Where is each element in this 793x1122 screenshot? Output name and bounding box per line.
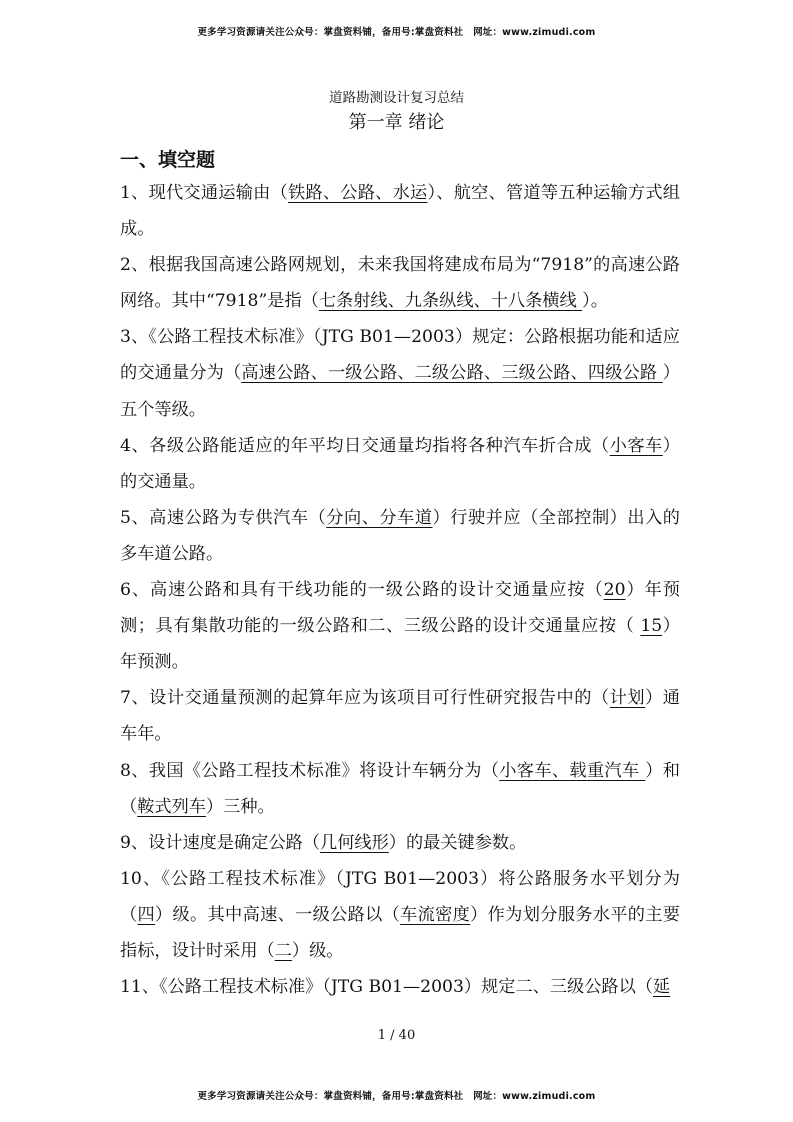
- question-text: 7、设计交通量预测的起算年应为该项目可行性研究报告中的（: [120, 688, 610, 709]
- question-text: 11、《公路工程技术标准》（JTG B01—2003）规定二、三级公路以（: [120, 977, 653, 998]
- answer-blank: 计划: [609, 688, 646, 709]
- document-title: 道路勘测设计复习总结: [329, 90, 464, 106]
- answer-blank: 延: [652, 977, 671, 998]
- question-item: [120, 175, 680, 247]
- question-text: ）级。其中高速、一级公路以（: [155, 904, 401, 925]
- answer-blank: 七条射线、九条纵线、十八条横线: [318, 291, 583, 312]
- question-text: ）行驶并应（全部控制）出入的多车道公路。: [120, 507, 680, 564]
- question-item: [120, 825, 680, 861]
- question-text: ）五个等级。: [120, 363, 680, 420]
- question-text: ）级。: [291, 940, 344, 961]
- question-text: ）。: [582, 291, 608, 312]
- question-item: [120, 861, 680, 969]
- question-text: ）的交通量。: [120, 435, 680, 492]
- question-text: ）的最关键参数。: [388, 832, 527, 853]
- question-item: [120, 428, 680, 500]
- question-text: 6、高速公路和具有干线功能的一级公路的设计交通量应按（: [120, 580, 604, 601]
- question-text: 2、根据我国高速公路网规划，未来我国将建成布局为“7918”的高速公路网络。其中“7918”是指（: [120, 255, 680, 312]
- question-item: [120, 969, 680, 1005]
- answer-blank: 车流密度: [400, 904, 471, 925]
- question-text: ）三种。: [205, 796, 275, 817]
- question-item: [120, 500, 680, 572]
- answer-blank: 二: [274, 940, 292, 961]
- question-text: 1、现代交通运输由（: [120, 183, 289, 203]
- answer-blank: 四: [137, 904, 156, 925]
- question-text: 8、我国《公路工程技术标准》将设计车辆分为（: [120, 760, 500, 781]
- answer-blank: 铁路、公路、水运: [288, 183, 428, 203]
- header-banner: 更多学习资源请关注公众号：掌盘资料铺，备用号:掌盘资料社 网址：www.zimudi.com: [197, 27, 596, 38]
- section-title: 一、填空题: [120, 149, 216, 171]
- question-list: [120, 175, 680, 1005]
- question-text: ）通车年。: [120, 688, 680, 745]
- chapter-title: 第一章 绪论: [348, 112, 445, 133]
- question-text: ）年预测；具有集散功能的一级公路和二、三级公路的设计交通量应按（: [120, 580, 680, 637]
- question-text: 4、各级公路能适应的年平均日交通量均指将各种汽车折合成（: [120, 435, 610, 456]
- answer-blank: 15: [640, 616, 663, 637]
- question-item: [120, 753, 680, 825]
- answer-blank: 小客车: [609, 435, 663, 456]
- question-text: 9、设计速度是确定公路（: [120, 832, 320, 853]
- question-item: [120, 319, 680, 427]
- question-text: ）作为划分服务水平的主要指标，设计时采用（: [120, 904, 680, 961]
- question-item: [120, 247, 680, 319]
- question-text: 10、《公路工程技术标准》（JTG B01—2003）将公路服务水平划分为（: [120, 868, 680, 925]
- answer-blank: 鞍式列车: [137, 796, 206, 817]
- answer-blank: 分向、分车道: [326, 507, 433, 528]
- answer-blank: 20: [603, 580, 626, 601]
- question-item: [120, 680, 680, 752]
- answer-blank: 小客车、载重汽车: [499, 760, 646, 781]
- question-text: ）年预测。: [120, 616, 680, 673]
- answer-blank: 高速公路、一级公路、二级公路、三级公路、四级公路: [241, 363, 663, 384]
- question-text: 3、《公路工程技术标准》（JTG B01—2003）规定：公路根据功能和适应的交通量分为（: [120, 327, 680, 384]
- page-number: 1 / 40: [377, 1028, 416, 1043]
- question-text: ）和（: [120, 760, 680, 817]
- question-item: [120, 572, 680, 680]
- answer-blank: 几何线形: [320, 832, 389, 853]
- footer-banner: 更多学习资源请关注公众号：掌盘资料铺，备用号:掌盘资料社 网址：www.zimudi.com: [197, 1091, 596, 1102]
- question-text: 5、高速公路为专供汽车（: [120, 507, 327, 528]
- question-text: ）、航空、管道等五种运输方式组成。: [120, 183, 680, 240]
